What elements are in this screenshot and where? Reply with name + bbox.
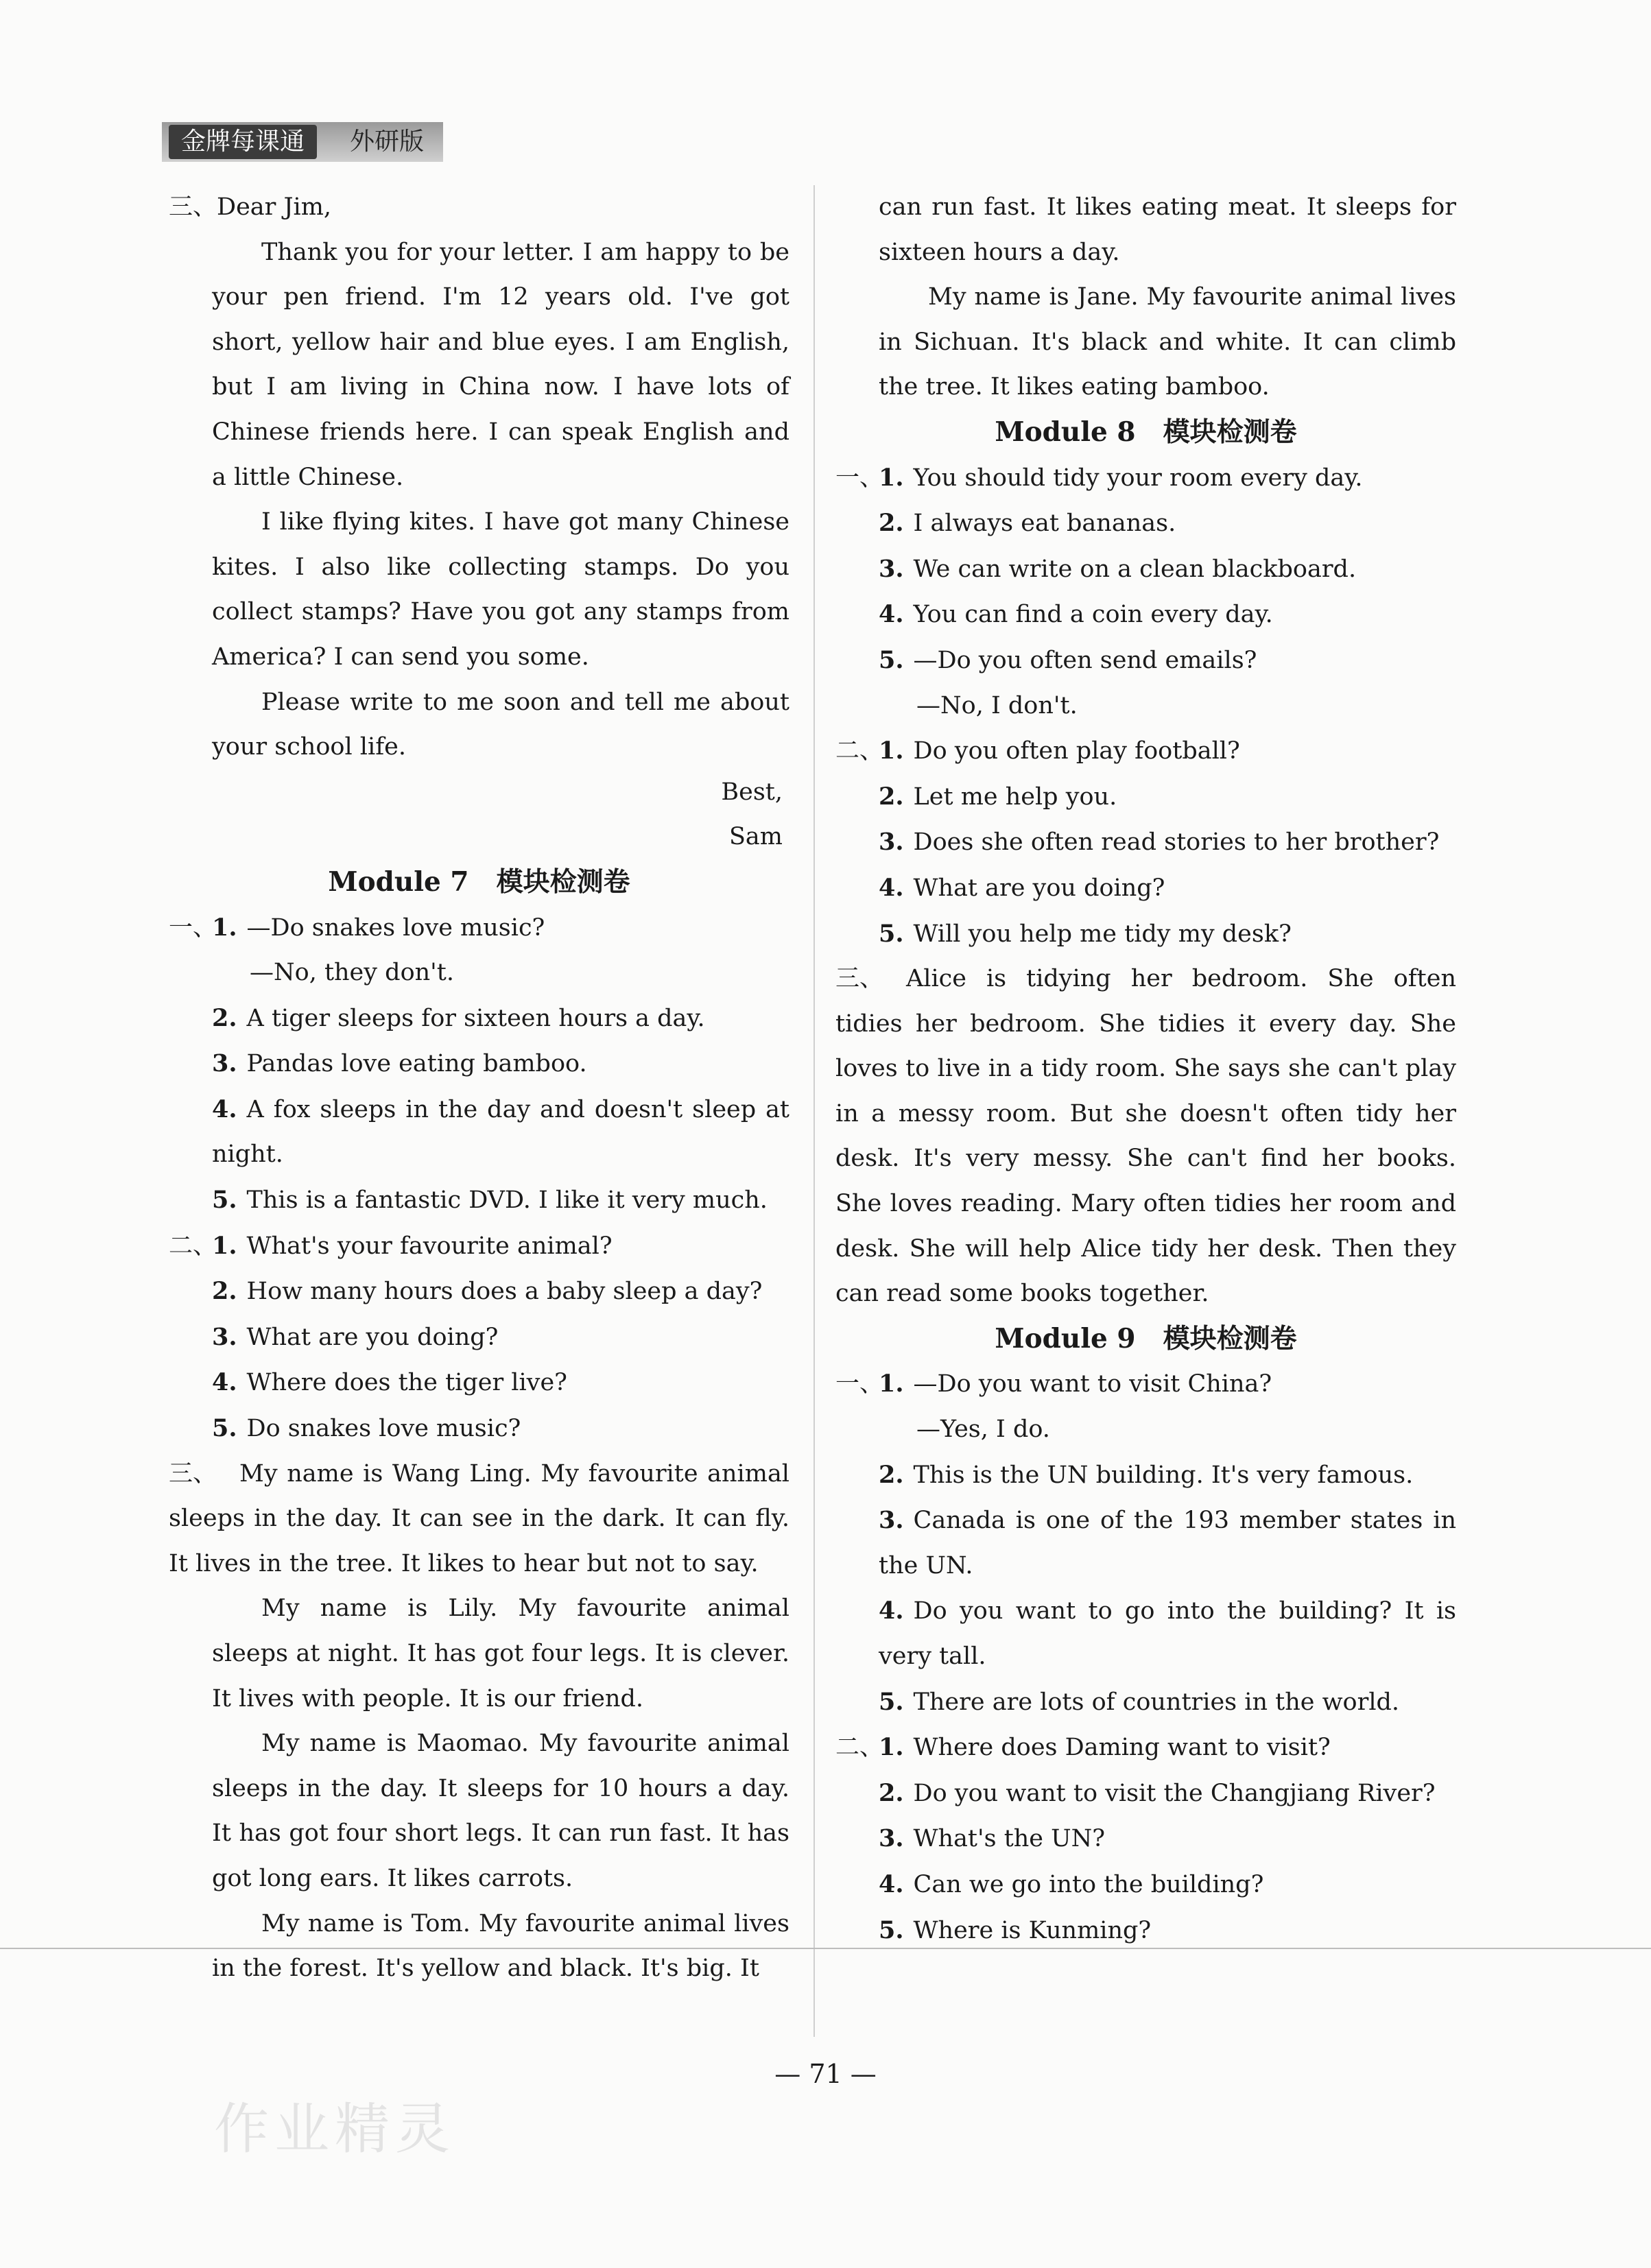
list-item: 4. Do you want to go into the building? It is very tall. [879, 1597, 1456, 1670]
list-item: 4. A fox sleeps in the day and doesn't sleep at night. [212, 1095, 789, 1169]
list-item: 3. What are you doing? [212, 1322, 499, 1351]
letter-salutation: 三、Dear Jim, [169, 193, 332, 221]
brand-label: 金牌每课通 [169, 125, 317, 159]
list-item: 一、1. You should tidy your room every day. [835, 463, 1363, 492]
list-item: 4. Can we go into the building? [879, 1870, 1264, 1898]
letter-signature: Sam [728, 823, 783, 851]
list-item: 2. I always eat bananas. [879, 509, 1176, 538]
list-item: 5. —Do you often send emails? [879, 645, 1257, 674]
left-column [169, 185, 789, 1992]
list-item: 二、1. Where does Daming want to visit? [835, 1733, 1331, 1762]
paragraph: My name is Maomao. My favourite animal sleeps in the day. It sleeps for 10 hours a day. It has got four short legs. It can run fast. It has got long ears. It likes carrots. [212, 1730, 789, 1892]
page-number: — 71 — [774, 2059, 877, 2089]
paragraph: 三、 Alice is tidying her bedroom. She often tidies her bedroom. She tidies it every day. She loves to live in a tidy room. She says she can't play in a messy room. But she doesn't often tidy her desk. It's very messy. She can't find her books. She loves reading. Mary often tidies her room and desk. She will help Alice tidy her desk. Then they can read some books together. [835, 965, 1456, 1308]
list-item: 2. Let me help you. [879, 782, 1117, 811]
list-item: 5. Will you help me tidy my desk? [879, 919, 1292, 948]
page-rule [0, 1948, 1651, 1949]
watermark: 作业精灵 [214, 2097, 455, 2161]
list-item: 3. What's the UN? [879, 1824, 1106, 1853]
letter-paragraph: Thank you for your letter. I am happy to be your pen friend. I'm 12 years old. I've got short, yellow hair and blue eyes. I am English, but I am living in China now. I have lots of Chinese friends here. I can speak English and a little Chinese. [212, 238, 789, 491]
list-item: 3. Canada is one of the 193 member states in the UN. [879, 1506, 1456, 1579]
list-item: 一、1. —Do snakes love music? [169, 913, 545, 942]
right-column [835, 185, 1456, 1953]
paragraph: 三、 My name is Wang Ling. My favourite animal sleeps in the day. It can see in the dark. It can fly. It lives in the tree. It likes to hear but not to say. [169, 1459, 789, 1577]
module-8-title: Module 8 模块检测卷 [995, 416, 1297, 448]
list-item: 4. You can find a coin every day. [879, 600, 1273, 629]
module-7-title: Module 7 模块检测卷 [328, 866, 630, 898]
paragraph: My name is Tom. My favourite animal lives in the forest. It's yellow and black. It's big. It [212, 1909, 789, 1983]
list-item: 3. Does she often read stories to her brother? [879, 828, 1440, 857]
list-item: 5. There are lots of countries in the world. [879, 1687, 1400, 1716]
list-item: 5. Do snakes love music? [212, 1414, 521, 1443]
list-item: 3. Pandas love eating bamboo. [212, 1049, 587, 1078]
list-item: 2. A tiger sleeps for sixteen hours a day. [212, 1003, 705, 1032]
letter-closing: Best, [721, 778, 783, 806]
module-9-title: Module 9 模块检测卷 [995, 1322, 1297, 1354]
paragraph: My name is Jane. My favourite animal lives in Sichuan. It's black and white. It can climb the tree. It likes eating bamboo. [879, 283, 1456, 401]
list-item: 3. We can write on a clean blackboard. [879, 554, 1357, 583]
list-item-extra: —Yes, I do. [916, 1416, 1050, 1444]
list-item: 5. Where is Kunming? [879, 1915, 1152, 1944]
list-item-extra: —No, they don't. [250, 959, 454, 987]
list-item: 二、1. Do you often play football? [835, 737, 1240, 765]
edition-label: 外研版 [350, 128, 425, 156]
paragraph: can run fast. It likes eating meat. It sleeps for sixteen hours a day. [879, 193, 1456, 266]
column-divider [813, 185, 815, 2037]
list-item: 2. Do you want to visit the Changjiang River? [879, 1778, 1436, 1807]
letter-paragraph: Please write to me soon and tell me about your school life. [212, 688, 789, 761]
list-item: 2. This is the UN building. It's very famous. [879, 1460, 1414, 1489]
list-item-extra: —No, I don't. [916, 691, 1078, 719]
list-item: 4. Where does the tiger live? [212, 1368, 567, 1397]
paragraph: My name is Lily. My favourite animal sleeps at night. It has got four legs. It is clever. It lives with people. It is our friend. [212, 1595, 789, 1712]
list-item: 4. What are you doing? [879, 873, 1165, 902]
list-item: 一、1. —Do you want to visit China? [835, 1370, 1272, 1398]
letter-paragraph: I like flying kites. I have got many Chinese kites. I also like collecting stamps. Do you collect stamps? Have you got any stamps from America? I can send you some. [212, 508, 789, 671]
list-item: 2. How many hours does a baby sleep a day? [212, 1277, 763, 1306]
list-item: 5. This is a fantastic DVD. I like it very much. [212, 1186, 768, 1215]
section-mark: 三、 [169, 193, 217, 221]
list-item: 二、1. What's your favourite animal? [169, 1231, 613, 1260]
